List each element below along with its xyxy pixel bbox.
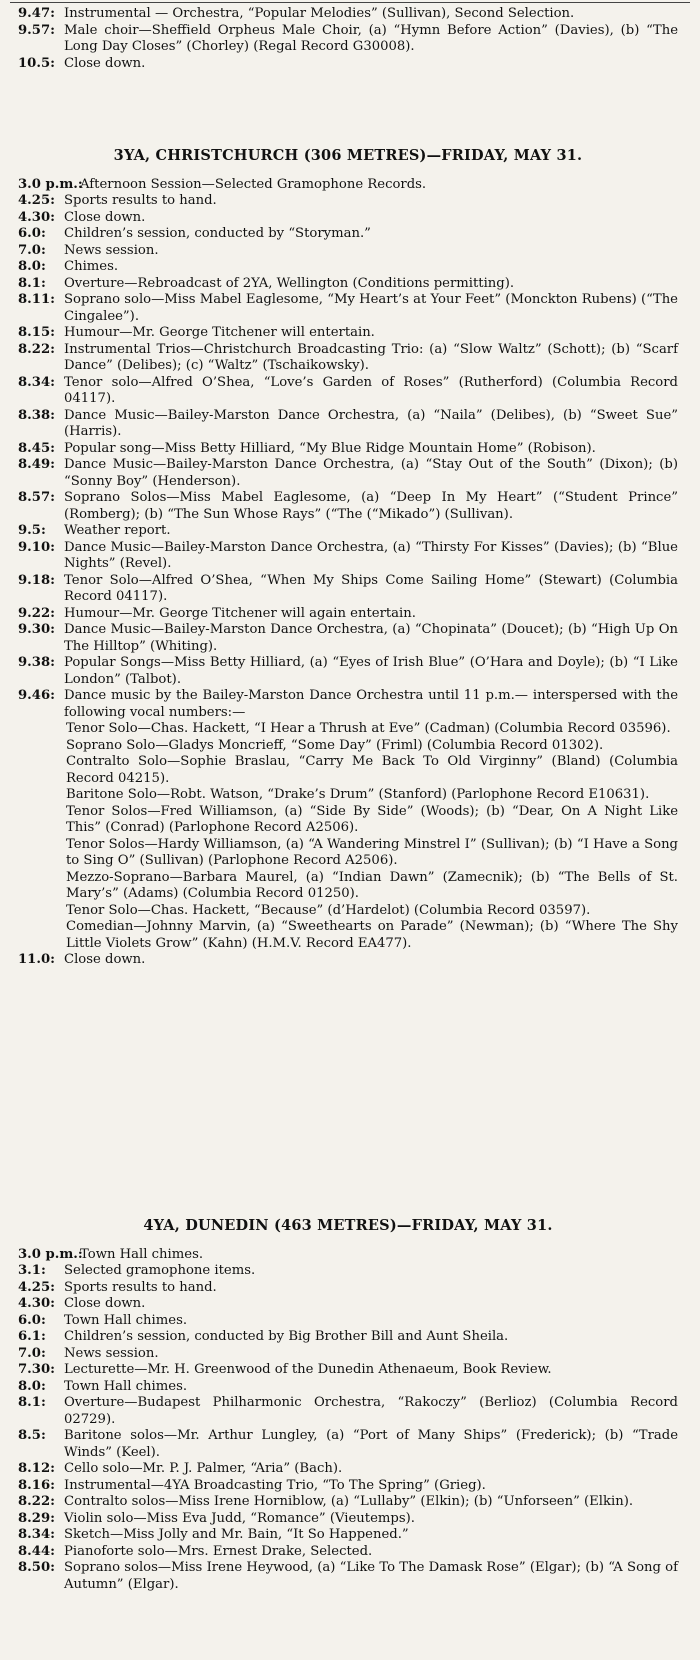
program-entry — [18, 1247, 678, 1264]
entry-text: Sports results to hand. — [64, 193, 217, 208]
vocal-number: Tenor Solos—Fred Williamson, (a) “Side By Side” (Woods); (b) “Dear, On A Night Like This” (Conrad) (Parlophone Record A2506). — [66, 803, 678, 835]
entry-text: Children’s session, conducted by Big Brother Bill and Aunt Sheila. — [64, 1329, 509, 1344]
program-entry — [18, 1560, 678, 1593]
section-2ya-tail — [18, 6, 678, 72]
program-entry — [18, 1346, 678, 1363]
entry-text: Popular song—Miss Betty Hilliard, “My Blue Ridge Mountain Home” (Robison). — [64, 440, 596, 456]
entry-time: 4.25: — [18, 193, 55, 208]
entry-time: 11.0: — [18, 952, 55, 967]
entry-time: 8.29: — [18, 1510, 55, 1526]
program-entry — [18, 1494, 678, 1511]
program-entry — [18, 1544, 678, 1561]
program-entry — [18, 655, 678, 688]
entry-time: 9.18: — [18, 572, 55, 588]
entry-text: Soprano solos—Miss Irene Heywood, (a) “Like To The Damask Rose” (Elgar); (b) “A Song of Autumn” (Elgar). — [64, 1560, 678, 1592]
entry-text: Close down. — [64, 1296, 146, 1311]
entry-time: 8.57: — [18, 490, 55, 505]
entry-time: 7.0: — [18, 1345, 46, 1361]
program-entry — [18, 540, 678, 573]
program-entry — [18, 688, 678, 721]
entry-time: 4.25: — [18, 1279, 55, 1295]
program-entry — [18, 292, 678, 325]
entry-text: Dance Music—Bailey-Marston Dance Orchestra, (a) “Chopinata” (Doucet); (b) “High Up On The Hilltop” (Whiting). — [64, 622, 678, 654]
program-entry — [18, 193, 678, 210]
entry-text: News session. — [64, 1345, 159, 1361]
entry-text: Town Hall chimes. — [80, 1246, 204, 1262]
entry-time: 8.16: — [18, 1477, 55, 1493]
entry-text: Town Hall chimes. — [64, 1312, 188, 1328]
entry-time: 3.0 p.m.: — [18, 1246, 83, 1262]
program-entry — [18, 1511, 678, 1528]
entry-time: 8.12: — [18, 1461, 55, 1476]
program-entry — [18, 1428, 678, 1461]
entry-text: Close down. — [64, 55, 146, 71]
entry-text: Tenor solo—Alfred O’Shea, “Love’s Garden of Roses” (Rutherford) (Columbia Record 04117). — [64, 374, 678, 406]
entry-text: Humour—Mr. George Titchener will again entertain. — [64, 605, 416, 621]
program-entry — [18, 606, 678, 623]
entry-text: Contralto solos—Miss Irene Horniblow, (a) “Lullaby” (Elkin); (b) “Unforseen” (Elkin). — [64, 1494, 634, 1509]
vocal-number: Contralto Solo—Sophie Braslau, “Carry Me Back To Old Virginny” (Bland) (Columbia Record 04215). — [66, 754, 678, 786]
entry-text: Dance Music—Bailey-Marston Dance Orchestra, (a) “Stay Out of the South” (Dixon); (b) “Sonny Boy” (Henderson). — [64, 457, 678, 489]
entry-text: Chimes. — [64, 259, 119, 274]
entry-text: Sports results to hand. — [64, 1279, 217, 1295]
entry-text: Sketch—Miss Jolly and Mr. Bain, “It So Happened.” — [64, 1527, 409, 1542]
vocal-number: Tenor Solos—Hardy Williamson, (a) “A Wandering Minstrel I” (Sullivan); (b) “I Have a Song to Sing O” (Sullivan) (Parlophone Record A2506). — [66, 836, 678, 868]
entry-text: News session. — [64, 242, 159, 258]
entry-text: Dance music by the Bailey-Marston Dance Orchestra until 11 p.m.— interspersed with the following vocal numbers:— — [64, 688, 678, 720]
entry-text: Dance Music—Bailey-Marston Dance Orchestra, (a) “Naila” (Delibes), (b) “Sweet Sue” (Harris). — [64, 407, 678, 439]
entry-text: Town Hall chimes. — [64, 1378, 188, 1394]
entry-time: 9.38: — [18, 655, 55, 670]
entry-time: 8.1: — [18, 275, 46, 291]
program-entry — [18, 1461, 678, 1478]
entry-text: Dance Music—Bailey-Marston Dance Orchestra, (a) “Thirsty For Kisses” (Davies); (b) “Blue Nights” (Revel). — [64, 539, 678, 571]
entry-text: Male choir—Sheffield Orpheus Male Choir, (a) “Hymn Before Action” (Davies), (b) “The Long Day Closes” (Chorley) (Regal Record G30008). — [64, 22, 678, 54]
entry-time: 9.10: — [18, 539, 55, 555]
program-entry — [18, 441, 678, 458]
program-entry — [18, 177, 678, 194]
program-entry — [18, 1296, 678, 1313]
entry-text: Afternoon Session—Selected Gramophone Records. — [80, 176, 427, 192]
entry-text: Soprano solo—Miss Mabel Eaglesome, “My Heart’s at Your Feet” (Monckton Rubens) (“The Cingalee”). — [64, 292, 678, 324]
top-rule — [10, 2, 690, 3]
program-entry — [18, 1280, 678, 1297]
program-entry — [18, 1395, 678, 1428]
program-entry — [18, 259, 678, 276]
entry-text: Violin solo—Miss Eva Judd, “Romance” (Vieutemps). — [64, 1510, 415, 1526]
entry-time: 8.11: — [18, 292, 55, 307]
entry-text: Close down. — [64, 952, 146, 967]
program-entry — [18, 325, 678, 342]
entry-time: 8.45: — [18, 440, 55, 456]
entry-text: Lecturette—Mr. H. Greenwood of the Dunedin Athenaeum, Book Review. — [64, 1362, 552, 1377]
program-entry — [18, 1263, 678, 1280]
vocal-number: Comedian—Johnny Marvin, (a) “Sweethearts on Parade” (Newman); (b) “Where The Shy Little Violets Grow” (Kahn) (H.M.V. Record EA477). — [66, 919, 678, 951]
entry-time: 9.57: — [18, 22, 55, 38]
entry-time: 8.5: — [18, 1428, 46, 1443]
vocal-number: Baritone Solo—Robt. Watson, “Drake’s Drum” (Stanford) (Parlophone Record E10631). — [66, 787, 650, 802]
entry-time: 8.22: — [18, 1494, 55, 1509]
entry-text: Cello solo—Mr. P. J. Palmer, “Aria” (Bach). — [64, 1461, 343, 1476]
section-4ya — [18, 1206, 678, 1593]
program-entry — [18, 1478, 678, 1495]
program-entry — [18, 408, 678, 441]
entry-time: 6.0: — [18, 1312, 46, 1328]
entry-time: 9.30: — [18, 622, 55, 637]
entry-text: Instrumental Trios—Christchurch Broadcasting Trio: (a) “Slow Waltz” (Schott); (b) “Scarf Dance” (Delibes); (c) “Waltz” (Tschaikowsky). — [64, 341, 678, 373]
entry-time: 8.1: — [18, 1395, 46, 1410]
program-entry — [18, 56, 678, 73]
entry-text: Weather report. — [64, 523, 171, 538]
section-3ya — [18, 136, 678, 969]
program-entry — [18, 952, 678, 969]
program-entry — [18, 23, 678, 56]
entry-text: Overture—Rebroadcast of 2YA, Wellington (Conditions permitting). — [64, 275, 515, 291]
entry-text: Selected gramophone items. — [64, 1263, 256, 1278]
entry-time: 9.46: — [18, 688, 55, 703]
entry-time: 8.38: — [18, 407, 55, 423]
program-entry — [18, 226, 678, 243]
entry-time: 8.34: — [18, 374, 55, 390]
program-entry — [18, 1379, 678, 1396]
program-entry — [18, 243, 678, 260]
entry-time: 3.0 p.m.: — [18, 176, 83, 192]
entry-time: 9.47: — [18, 6, 55, 21]
entry-text: Soprano Solos—Miss Mabel Eaglesome, (a) “Deep In My Heart” (“Student Prince” (Romberg); (b) “The Sun Whose Rays” (“The (“Mikado”) (Sullivan). — [64, 490, 678, 522]
entry-time: 3.1: — [18, 1263, 46, 1278]
program-entry — [18, 622, 678, 655]
entry-time: 4.30: — [18, 209, 55, 225]
entry-time: 10.5: — [18, 55, 55, 71]
entry-time: 8.44: — [18, 1543, 55, 1559]
program-entry — [18, 523, 678, 540]
vocal-number: Tenor Solo—Chas. Hackett, “Because” (d’Hardelot) (Columbia Record 03597). — [66, 902, 591, 918]
entry-text: Instrumental—4YA Broadcasting Trio, “To The Spring” (Grieg). — [64, 1477, 486, 1493]
vocal-number: Mezzo-Soprano—Barbara Maurel, (a) “Indian Dawn” (Zamecnik); (b) “The Bells of St. Mary’s” (Adams) (Columbia Record 01250). — [66, 869, 678, 901]
entry-time: 8.0: — [18, 259, 46, 274]
entry-text: Close down. — [64, 209, 146, 225]
vocal-number: Soprano Solo—Gladys Moncrieff, “Some Day” (Friml) (Columbia Record 01302). — [66, 737, 604, 753]
vocal-number: Tenor Solo—Chas. Hackett, “I Hear a Thrush at Eve” (Cadman) (Columbia Record 03596). — [66, 721, 671, 736]
entry-text: Baritone solos—Mr. Arthur Lungley, (a) “Port of Many Ships” (Frederick); (b) “Trade Winds” (Keel). — [64, 1428, 678, 1460]
program-entry — [18, 490, 678, 523]
program-entry — [18, 342, 678, 375]
entry-text: Overture—Budapest Philharmonic Orchestra, “Rakoczy” (Berlioz) (Columbia Record 02729). — [64, 1395, 678, 1427]
entry-text: Pianoforte solo—Mrs. Ernest Drake, Selected. — [64, 1543, 373, 1559]
entry-text: Instrumental — Orchestra, “Popular Melodies” (Sullivan), Second Selection. — [64, 6, 575, 21]
entry-time: 8.22: — [18, 341, 55, 357]
program-entry — [18, 6, 678, 23]
entry-time: 8.34: — [18, 1527, 55, 1542]
entry-text: Humour—Mr. George Titchener will entertain. — [64, 325, 375, 340]
program-entry — [18, 276, 678, 293]
entry-time: 9.5: — [18, 523, 46, 538]
entry-time: 8.15: — [18, 325, 55, 340]
section-heading: 4YA, DUNEDIN (463 METRES)—FRIDAY, MAY 31. — [143, 1217, 553, 1234]
entry-time: 8.50: — [18, 1560, 55, 1575]
section-heading: 3YA, CHRISTCHURCH (306 METRES)—FRIDAY, MAY 31. — [113, 147, 583, 164]
program-entry — [18, 1329, 678, 1346]
entry-text: Children’s session, conducted by “Storyman.” — [64, 226, 371, 241]
program-entry — [18, 375, 678, 408]
entry-time: 8.0: — [18, 1378, 46, 1394]
program-entry — [18, 573, 678, 606]
program-entry — [18, 457, 678, 490]
program-entry — [18, 210, 678, 227]
entry-time: 6.1: — [18, 1329, 46, 1344]
entry-time: 4.30: — [18, 1296, 55, 1311]
entry-time: 7.0: — [18, 242, 46, 258]
program-entry — [18, 1313, 678, 1330]
entry-time: 6.0: — [18, 226, 46, 241]
entry-time: 7.30: — [18, 1362, 55, 1377]
entry-text: Popular Songs—Miss Betty Hilliard, (a) “Eyes of Irish Blue” (O’Hara and Doyle); (b) “I Like London” (Talbot). — [64, 655, 678, 687]
entry-time: 8.49: — [18, 457, 55, 472]
program-entry — [18, 1527, 678, 1544]
entry-text: Tenor Solo—Alfred O’Shea, “When My Ships Come Sailing Home” (Stewart) (Columbia Record 04117). — [64, 572, 678, 604]
program-entry — [18, 1362, 678, 1379]
entry-time: 9.22: — [18, 605, 55, 621]
